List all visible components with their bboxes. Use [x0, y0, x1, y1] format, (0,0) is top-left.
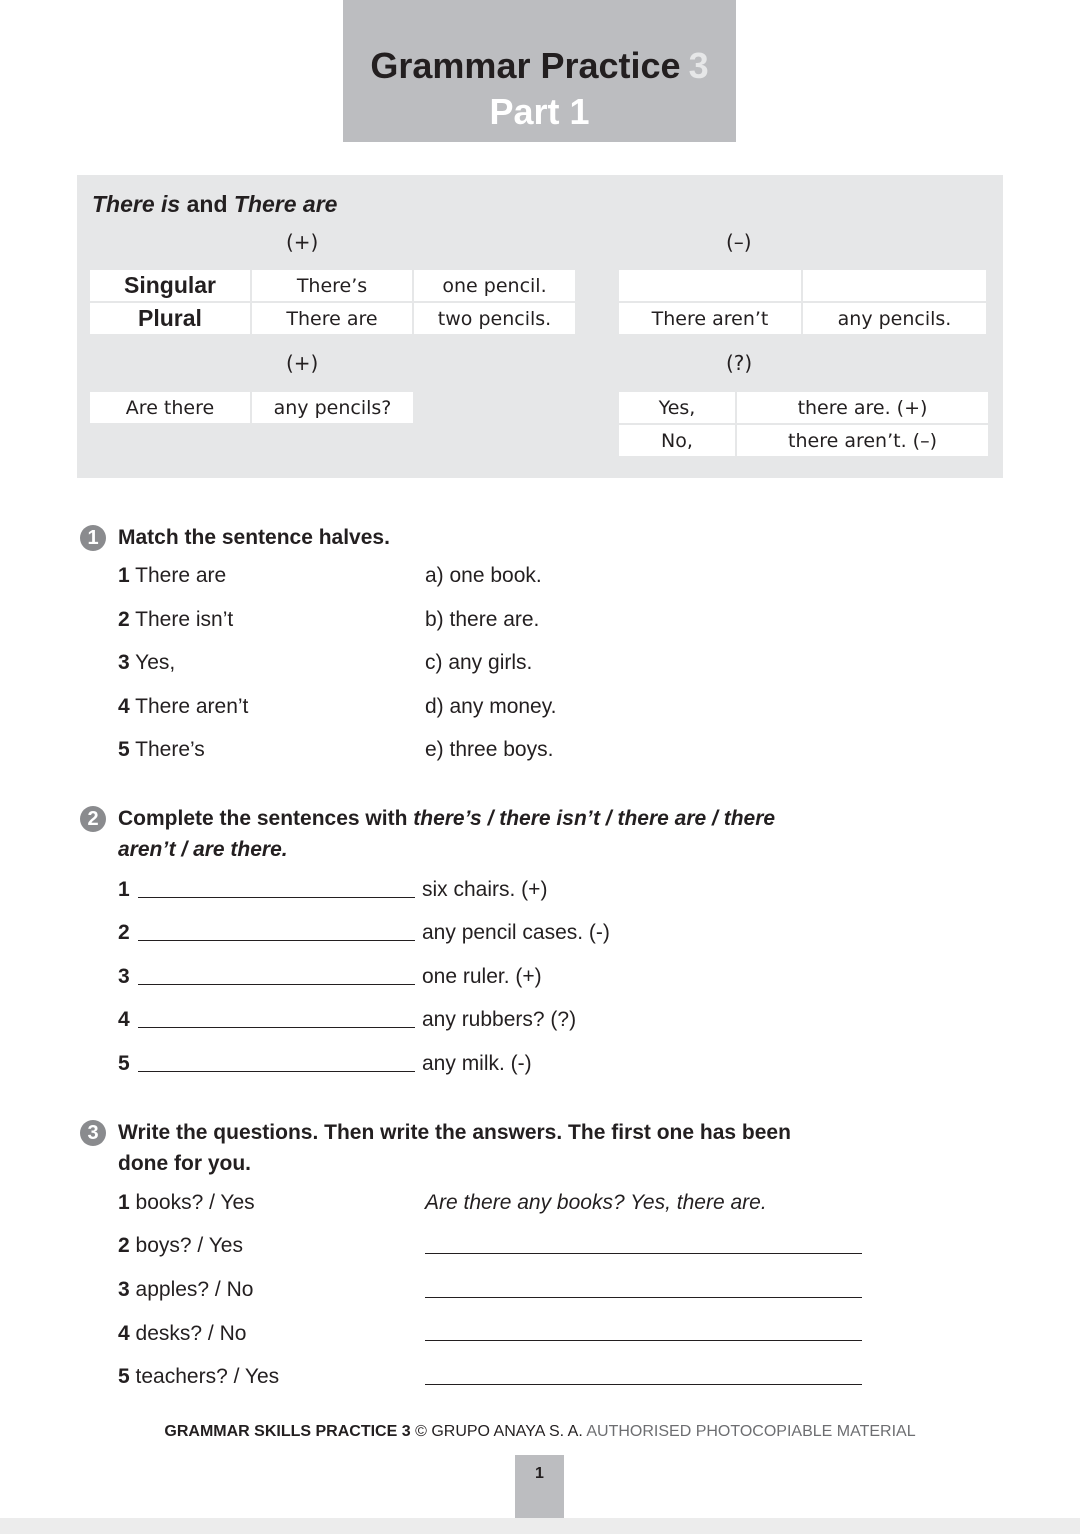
page-number: 1 — [515, 1455, 564, 1519]
answer-blank[interactable] — [138, 897, 415, 898]
exercise-2-prompt: any rubbers? (?) — [422, 1008, 577, 1031]
negative-plural-object: any pencils. — [803, 303, 986, 334]
exercise-1-left-item: 2 There isn’t — [118, 608, 234, 631]
exercise-1-right-item: b) there are. — [425, 608, 540, 631]
answer-yes-rest: there are. (+) — [737, 392, 988, 423]
exercise-2-number: 5 — [118, 1052, 130, 1075]
title-text: Grammar Practice — [370, 45, 681, 86]
title-and: and — [186, 191, 228, 217]
answer-blank[interactable] — [138, 1071, 415, 1072]
exercise-2-prompt: six chairs. (+) — [422, 878, 548, 901]
exercise-3-prompt: 4 desks? / No — [118, 1322, 247, 1345]
exercise-3-prompt: 2 boys? / Yes — [118, 1234, 243, 1257]
exercise-2-number-badge: 2 — [80, 806, 106, 832]
answer-blank[interactable] — [425, 1297, 862, 1298]
affirmative-plural-object: two pencils. — [414, 303, 575, 334]
answer-yes: Yes, — [619, 392, 735, 423]
question-subject: Are there — [90, 392, 250, 423]
exercise-1-right-item: d) any money. — [425, 695, 557, 718]
plural-label: Plural — [90, 303, 250, 334]
exercise-2-number: 1 — [118, 878, 130, 901]
affirmative-sign: (+) — [286, 230, 319, 254]
exercise-2-prompt: one ruler. (+) — [422, 965, 542, 988]
question-object: any pencils? — [252, 392, 413, 423]
answer-blank[interactable] — [425, 1253, 862, 1254]
exercise-2-prompt: any pencil cases. (-) — [422, 921, 610, 944]
title-there-is: There is — [92, 191, 181, 217]
grammar-box-title — [92, 189, 337, 219]
exercise-3-prompt: 3 apples? / No — [118, 1278, 254, 1301]
answer-no: No, — [619, 425, 735, 456]
exercise-3-title: Write the questions. Then write the answers. The first one has been done for you. — [118, 1121, 791, 1175]
answer-blank[interactable] — [425, 1384, 862, 1385]
affirmative-singular-subject: There’s — [252, 270, 412, 301]
short-answer-sign: (?) — [726, 351, 753, 375]
exercise-3-prompt: 1 books? / Yes — [118, 1191, 255, 1214]
exercise-2-number: 2 — [118, 921, 130, 944]
bottom-strip — [0, 1518, 1080, 1534]
answer-blank[interactable] — [138, 984, 415, 985]
exercise-2-number: 4 — [118, 1008, 130, 1031]
page-title — [343, 44, 736, 88]
negative-plural-subject: There aren’t — [619, 303, 801, 334]
title-there-are: There are — [233, 191, 338, 217]
title-banner — [343, 0, 736, 142]
title-number: 3 — [688, 45, 709, 86]
exercise-1-left-item: 4 There aren’t — [118, 695, 249, 718]
answer-blank[interactable] — [425, 1340, 862, 1341]
exercise-1-left-item: 1 There are — [118, 564, 227, 587]
exercise-1-title: Match the sentence halves. — [118, 526, 390, 549]
footer-publisher: © GRUPO ANAYA S. A. — [415, 1423, 583, 1440]
footer-license: AUTHORISED PHOTOCOPIABLE MATERIAL — [586, 1423, 916, 1440]
footer-book-title: GRAMMAR SKILLS PRACTICE 3 — [164, 1423, 411, 1440]
exercise-1-number-badge: 1 — [80, 525, 106, 551]
copyright-footer — [0, 1422, 1080, 1442]
exercise-1-left-item: 5 There’s — [118, 738, 205, 761]
negative-singular-subject — [619, 270, 801, 301]
exercise-1-right-item: a) one book. — [425, 564, 542, 587]
exercise-1-left-item: 3 Yes, — [118, 651, 176, 674]
singular-label: Singular — [90, 270, 250, 301]
negative-singular-object — [803, 270, 986, 301]
question-form-sign: (+) — [286, 351, 319, 375]
negative-sign: (–) — [726, 230, 752, 254]
answer-blank[interactable] — [138, 940, 415, 941]
answer-no-rest: there aren’t. (–) — [737, 425, 988, 456]
exercise-2-prompt: any milk. (-) — [422, 1052, 532, 1075]
exercise-1-right-item: c) any girls. — [425, 651, 533, 674]
affirmative-plural-subject: There are — [252, 303, 412, 334]
exercise-3-prompt: 5 teachers? / Yes — [118, 1365, 280, 1388]
affirmative-singular-object: one pencil. — [414, 270, 575, 301]
exercise-2-number: 3 — [118, 965, 130, 988]
answer-blank[interactable] — [138, 1027, 415, 1028]
exercise-2-title: Complete the sentences with there’s / there isn’t / there are / there aren’t / are there. — [118, 807, 776, 861]
exercise-1-right-item: e) three boys. — [425, 738, 554, 761]
exercise-3-number-badge: 3 — [80, 1120, 106, 1146]
page-subtitle: Part 1 — [489, 91, 590, 132]
example-answer: Are there any books? Yes, there are. — [425, 1191, 767, 1214]
grammar-reference-box — [77, 175, 1003, 478]
